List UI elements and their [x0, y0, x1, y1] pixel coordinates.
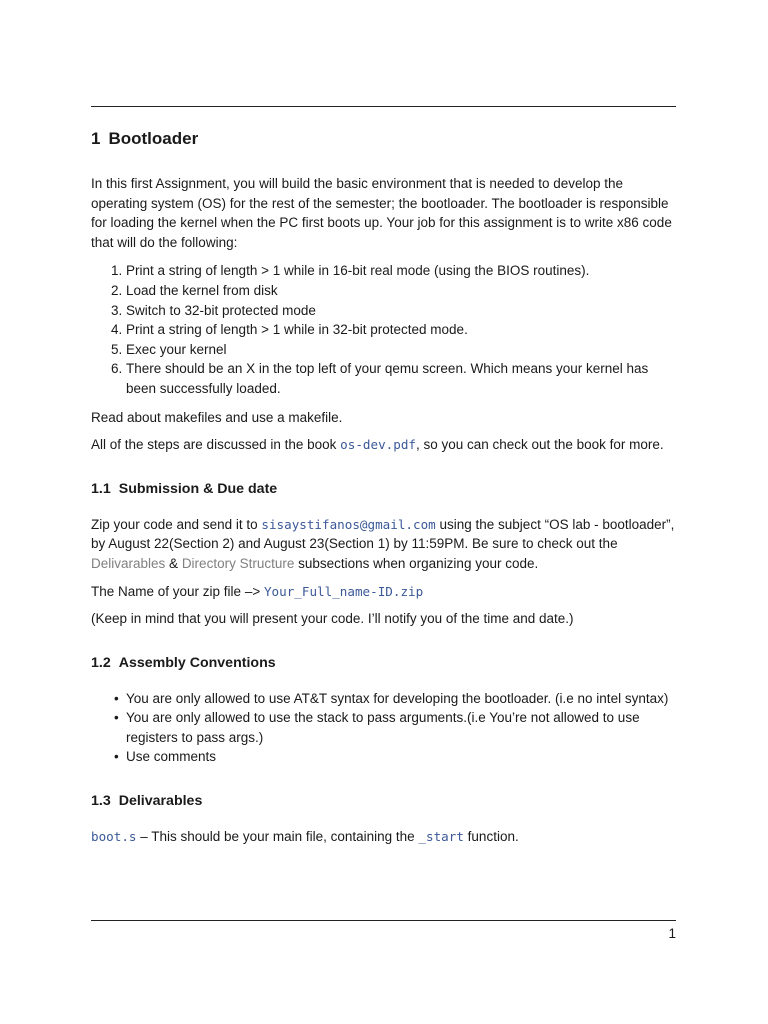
- header-rule: [91, 106, 676, 107]
- boot-filename: boot.s: [91, 829, 137, 845]
- makefile-note: Read about makefiles and use a makefile.: [91, 409, 343, 425]
- subsection-number: 1.3: [91, 793, 111, 810]
- subsection-heading-deliverables: [91, 791, 676, 811]
- list-item: 1. Print a string of length > 1 while in 16-bit real mode (using the BIOS routines).: [126, 261, 676, 281]
- deliverables-ref-link[interactable]: Delivarables: [91, 555, 166, 571]
- conventions-list: [91, 689, 676, 767]
- email-link[interactable]: sisaystifanos@gmail.com: [261, 516, 436, 532]
- section-heading: [91, 126, 676, 152]
- text-run: Zip your code and send it to: [91, 516, 262, 532]
- list-item: • Use comments: [126, 747, 676, 767]
- text-run: – This should be your main file, containing the: [136, 829, 419, 845]
- list-item: 3. Switch to 32-bit protected mode: [126, 301, 676, 321]
- list-item: 5. Exec your kernel: [126, 340, 676, 360]
- intro-paragraph: In this first Assignment, you will build the basic environment that is needed to develop the operating system (OS) for the rest of the semester; the bootloader. The bootloader is responsible for loading the kernel when the PC first boots up. Your job for this assignment is to write x86 code that will do the following:: [91, 176, 672, 250]
- submission-paragraph: [91, 515, 676, 574]
- subsection-title: Delivarables: [118, 793, 203, 810]
- section-number: 1: [91, 129, 101, 148]
- footer-rule: [91, 920, 676, 921]
- text-run: subsections when organizing your code.: [294, 555, 539, 571]
- list-item: 2. Load the kernel from disk: [126, 281, 676, 301]
- book-note: [91, 435, 676, 455]
- book-note-before: All of the steps are discussed in the book: [91, 437, 341, 453]
- zip-label: The Name of your zip file –>: [91, 583, 264, 599]
- subsection-title: Submission & Due date: [118, 480, 278, 497]
- page-number: 1: [668, 926, 676, 941]
- page-content: [91, 126, 676, 855]
- book-filename: os-dev.pdf: [340, 437, 416, 453]
- deliverables-paragraph: [91, 827, 676, 847]
- list-item: 6. There should be an X in the top left of your qemu screen. Which means your kernel has been successfully loaded.: [126, 359, 676, 398]
- zip-filename: Your_Full_name-ID.zip: [263, 583, 424, 599]
- text-run: function.: [463, 829, 519, 845]
- list-item: • You are only allowed to use AT&T syntax for developing the bootloader. (i.e no intel syntax): [126, 689, 676, 709]
- zip-name-line: [91, 582, 676, 602]
- section-title: Bootloader: [108, 129, 199, 148]
- steps-list: [91, 261, 676, 398]
- list-item: 4. Print a string of length > 1 while in 32-bit protected mode.: [126, 320, 676, 340]
- keep-in-mind-note: (Keep in mind that you will present your code. I’ll notify you of the time and date.): [91, 611, 574, 627]
- text-run: using the subject “OS lab - bootloader”, by August 22(Section 2) and August 23(Section 1) by 11:59PM. Be sure to check out the: [91, 516, 675, 552]
- subsection-title: Assembly Conventions: [118, 654, 276, 671]
- start-function-name: _start: [418, 829, 464, 845]
- subsection-number: 1.2: [91, 654, 111, 671]
- list-item: • You are only allowed to use the stack to pass arguments.(i.e You’re not allowed to use registers to pass args.): [126, 708, 676, 747]
- subsection-number: 1.1: [91, 480, 111, 497]
- book-note-after: , so you can check out the book for more.: [415, 437, 664, 453]
- directory-structure-ref-link[interactable]: Directory Structure: [181, 555, 295, 571]
- document-page: [91, 0, 676, 1024]
- subsection-heading-conventions: [91, 653, 676, 673]
- text-run: &: [165, 555, 182, 571]
- subsection-heading-submission: [91, 479, 676, 499]
